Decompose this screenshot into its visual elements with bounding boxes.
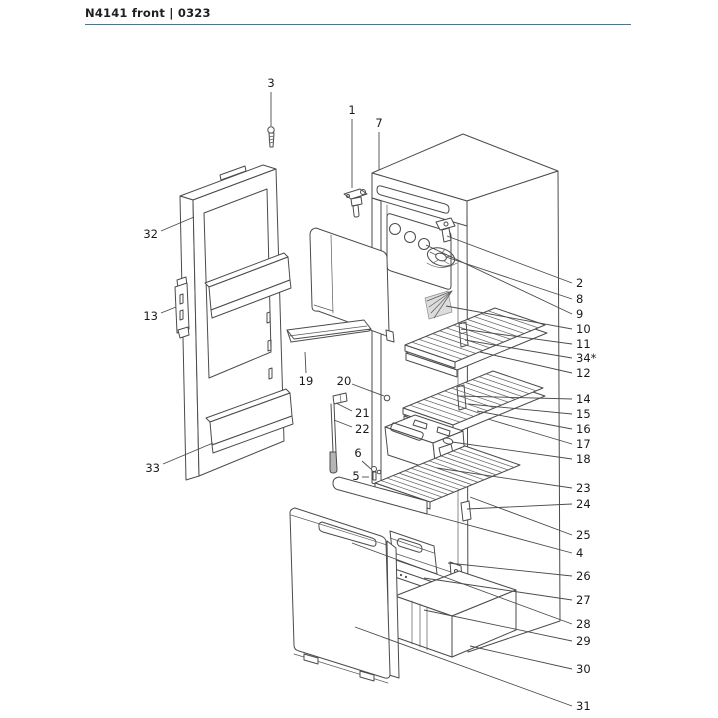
callout-label[interactable]: 23 [576,481,591,495]
vent-hole [419,239,430,250]
callout-label[interactable]: 14 [576,392,591,406]
callout-label[interactable]: 22 [355,422,370,436]
callout-label[interactable]: 26 [576,569,591,583]
callout-30[interactable] [470,646,591,676]
callout-label[interactable]: 1 [348,103,356,117]
callout-1[interactable] [348,103,355,188]
callout-label[interactable]: 27 [576,593,591,607]
door-tray [287,320,371,342]
callout-leader-line [470,646,572,669]
callout-label[interactable]: 11 [576,337,591,351]
callout-22[interactable] [334,420,370,436]
drawer-frame [390,531,437,574]
header-rule [85,24,631,25]
freezer-basket [395,571,516,657]
callout-label[interactable]: 24 [576,497,591,511]
page-title: N4141 front | 0323 [85,6,211,20]
callout-label[interactable]: 30 [576,662,591,676]
callout-3[interactable] [267,76,274,126]
callout-label[interactable]: 12 [576,366,591,380]
callout-label[interactable]: 33 [145,461,160,475]
callout-13[interactable] [143,307,176,323]
fridge-door [175,165,293,480]
callout-leader-line [161,307,176,313]
callout-19[interactable] [299,352,314,388]
page-header [85,6,631,25]
callout-label[interactable]: 18 [576,452,591,466]
callout-label[interactable]: 6 [354,446,362,460]
callout-label[interactable]: 32 [143,227,158,241]
callout-label[interactable]: 10 [576,322,591,336]
callout-label[interactable]: 16 [576,422,591,436]
callout-5[interactable] [352,469,369,483]
hinge-screw [268,127,274,147]
callout-leader-line [362,461,371,469]
callout-leader-line [334,420,352,427]
callout-6[interactable] [354,446,371,469]
callout-label[interactable]: 7 [375,116,383,130]
callout-label[interactable]: 34* [576,351,597,365]
callout-label[interactable]: 28 [576,617,591,631]
callout-7[interactable] [375,116,382,170]
callout-label[interactable]: 15 [576,407,591,421]
cooling-unit-compartment [387,214,457,289]
callout-label[interactable]: 31 [576,699,591,713]
evaporator-sticker [425,291,452,319]
vent-hole [405,232,416,243]
callout-leader-line [305,352,306,373]
callout-label[interactable]: 2 [576,276,584,290]
callout-label[interactable]: 4 [576,546,584,560]
callout-label[interactable]: 21 [355,406,370,420]
mounting-hole [384,395,390,401]
callout-leader-line [336,403,352,411]
freezer-door [290,508,399,683]
callout-label[interactable]: 19 [298,374,314,388]
vent-hole [390,224,401,235]
callout-label[interactable]: 8 [576,292,584,306]
callout-label[interactable]: 25 [576,528,591,542]
upper-hinge [344,189,367,217]
callout-label[interactable]: 20 [336,374,352,388]
callout-label[interactable]: 13 [143,309,158,323]
callout-label[interactable]: 9 [576,307,584,321]
callout-21[interactable] [336,403,370,420]
callout-label[interactable]: 3 [267,76,275,90]
callout-label[interactable]: 29 [576,634,591,648]
lower-hinge-latch [461,501,471,521]
callout-label[interactable]: 5 [352,469,360,483]
door-hinge-part [175,277,189,338]
callout-label[interactable]: 17 [576,437,591,451]
